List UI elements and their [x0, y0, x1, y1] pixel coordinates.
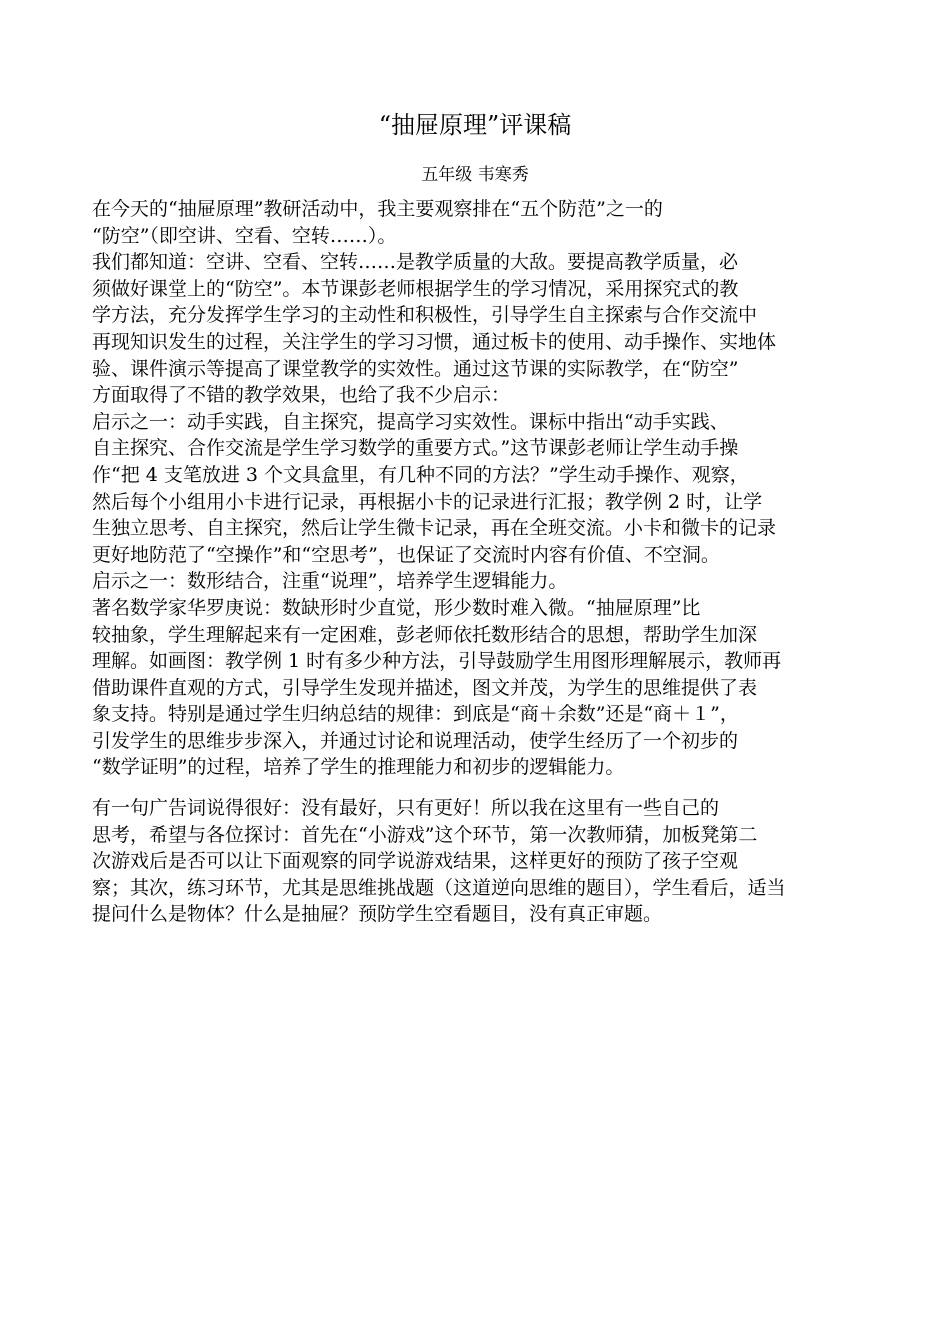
text-line: 在今天的“抽屉原理”教研活动中，我主要观察排在“五个防范”之一的 [92, 198, 663, 220]
text-line: 验、课件演示等提高了课堂教学的实效性。通过这节课的实际教学，在“防空” [92, 357, 739, 380]
text-line: 启示之一：数形结合，注重“说理”，培养学生逻辑能力。 [92, 570, 568, 593]
text-line: 须做好课堂上的“防空”。本节课彭老师根据学生的学习情况，采用探究式的教 [92, 277, 739, 300]
text-line: 有一句广告词说得很好：没有最好，只有更好！所以我在这里有一些自己的 [92, 797, 720, 820]
text-line: 提问什么是物体？什么是抽屉？预防学生空看题目，没有真正审题。 [92, 903, 663, 926]
paragraph-gap [92, 781, 860, 795]
text-line: 再现知识发生的过程，关注学生的学习习惯，通过板卡的使用、动手操作、实地体 [92, 330, 777, 353]
text-line: 引发学生的思维步步深入，并通过讨论和说理活动，使学生经历了一个初步的 [92, 729, 739, 752]
text-line: 著名数学家华罗庚说：数缺形时少直觉，形少数时难入微。“抽屉原理”比 [92, 596, 701, 619]
document-body [92, 196, 860, 928]
text-line: “数学证明”的过程，培养了学生的推理能力和初步的逻辑能力。 [92, 756, 625, 779]
text-line: 思考，希望与各位探讨：首先在“小游戏”这个环节，第一次教师猜，加板凳第二 [92, 823, 758, 846]
text-line: 学方法，充分发挥学生学习的主动性和积极性，引导学生自主探索与合作交流中 [92, 304, 758, 327]
text-line: 次游戏后是否可以让下面观察的同学说游戏结果，这样更好的预防了孩子空观 [92, 850, 739, 873]
text-line: 方面取得了不错的教学效果，也给了我不少启示： [92, 384, 511, 407]
document-author: 五年级 韦寒秀 [421, 165, 529, 185]
text-line: 自主探究、合作交流是学生学习数学的重要方式。”这节课彭老师让学生动手操 [92, 437, 739, 460]
text-line: “防空”（即空讲、空看、空转……）。 [92, 224, 397, 247]
text-line: 象支持。特别是通过学生归纳总结的规律：到底是“商＋余数”还是“商＋１”， [92, 703, 739, 726]
text-line: 察；其次，练习环节，尤其是思维挑战题（这道逆向思维的题目），学生看后，适当 [92, 876, 786, 899]
text-line: 然后每个小组用小卡进行记录，再根据小卡的记录进行汇报；教学例 2 时，让学 [92, 490, 763, 513]
text-line: 借助课件直观的方式，引导学生发现并描述，图文并茂，为学生的思维提供了表 [92, 676, 758, 699]
text-line: 理解。如画图：教学例 1 时有多少种方法，引导鼓励学生用图形理解展示，教师再 [92, 650, 782, 673]
document-title: “抽屉原理”评课稿 [378, 111, 572, 139]
text-line: 我们都知道：空讲、空看、空转……是教学质量的大敌。要提高教学质量，必 [92, 251, 739, 274]
text-line: 作“把 4 支笔放进 3 个文具盒里，有几种不同的方法？”学生动手操作、观察， [92, 463, 749, 486]
text-line: 生独立思考、自主探究，然后让学生微卡记录，再在全班交流。小卡和微卡的记录 [92, 517, 777, 540]
text-line: 更好地防范了“空操作”和“空思考”，也保证了交流时内容有价值、不空洞。 [92, 543, 720, 566]
text-line: 启示之一：动手实践，自主探究，提高学习实效性。课标中指出“动手实践、 [92, 410, 729, 433]
text-line: 较抽象，学生理解起来有一定困难，彭老师依托数形结合的思想，帮助学生加深 [92, 623, 758, 646]
